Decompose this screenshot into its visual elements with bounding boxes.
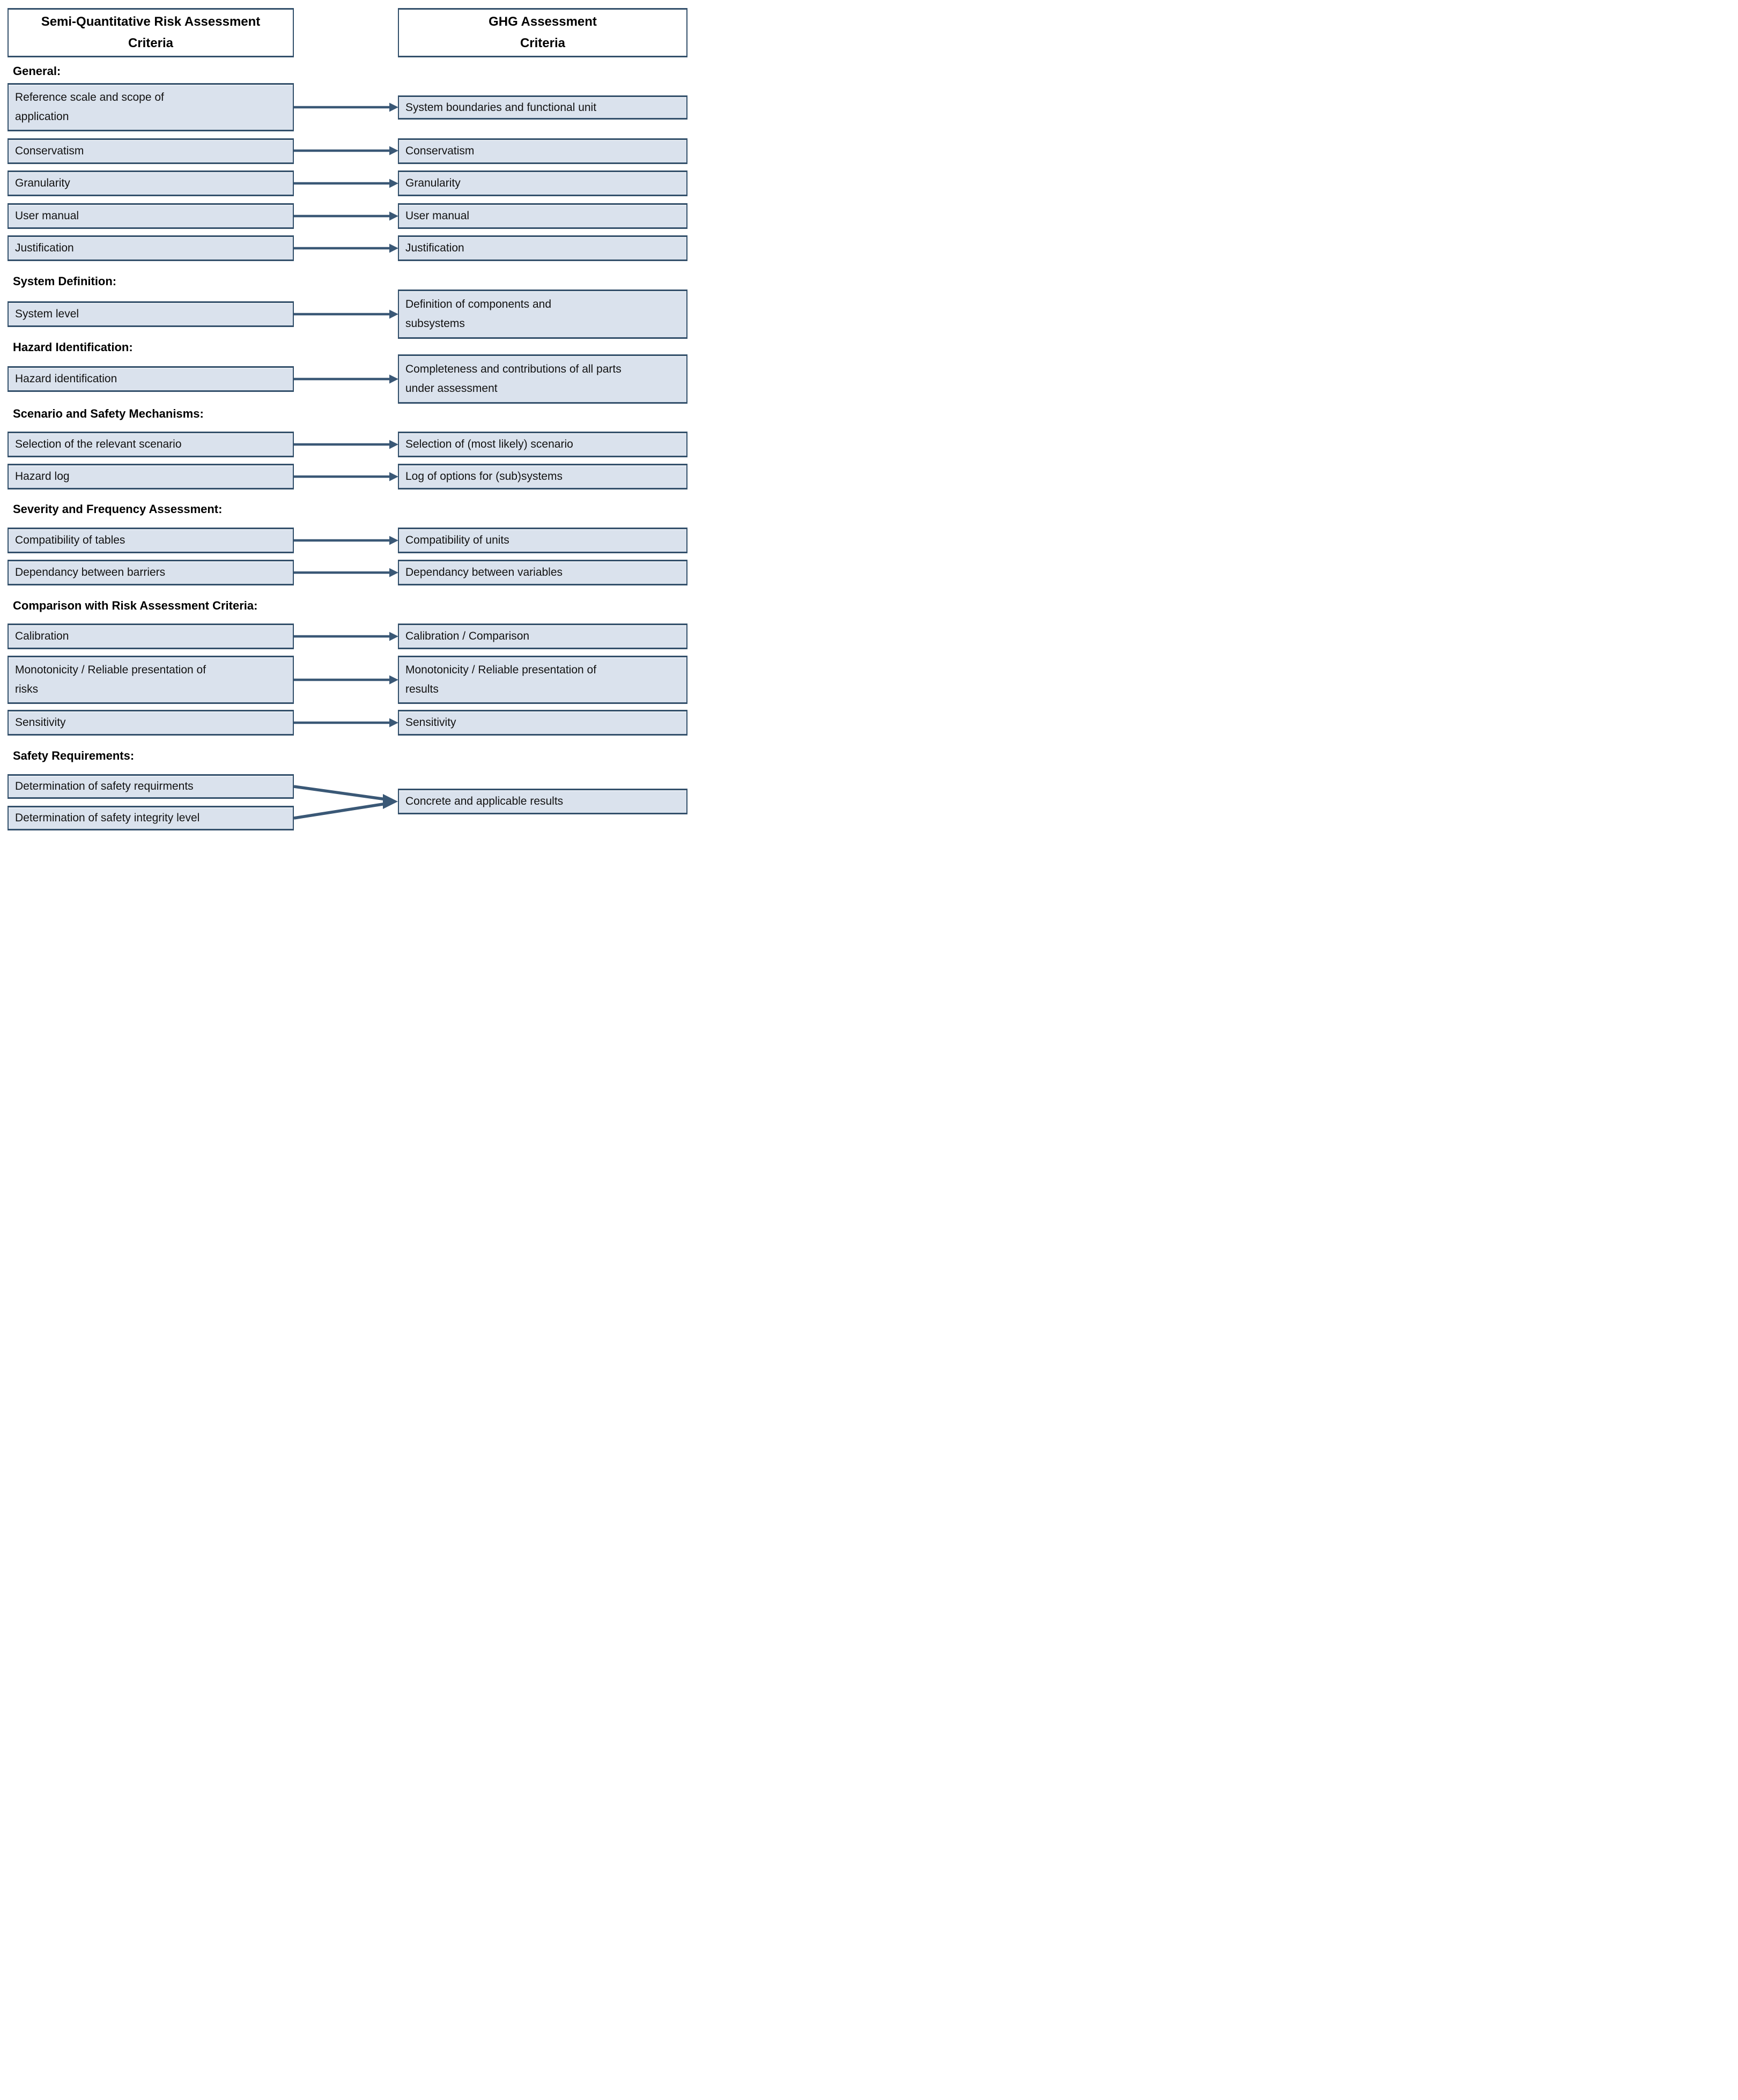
section-heading-hazard-identification: Hazard Identification: <box>13 340 133 354</box>
box-selection-most-likely-scenario: Selection of (most likely) scenario <box>398 432 687 457</box>
box-granularity-left: Granularity <box>8 170 294 196</box>
flow-arrow-merge-top <box>294 786 386 799</box>
box-user-manual-right: User manual <box>398 203 687 229</box>
box-conservatism-left: Conservatism <box>8 138 294 164</box>
box-determination-safety-integrity: Determination of safety integrity level <box>8 806 294 830</box>
box-user-manual-left: User manual <box>8 203 294 229</box>
box-selection-relevant-scenario: Selection of the relevant scenario <box>8 432 294 457</box>
box-calibration-comparison: Calibration / Comparison <box>398 624 687 649</box>
right-column-header <box>398 8 687 57</box>
box-sensitivity-left: Sensitivity <box>8 710 294 736</box>
flow-arrow-merge-bottom <box>294 804 386 818</box>
box-definition-components: Definition of components and subsystems <box>398 290 687 339</box>
box-determination-safety-requirments: Determination of safety requirments <box>8 774 294 799</box>
box-compatibility-units: Compatibility of units <box>398 528 687 553</box>
box-conservatism-right: Conservatism <box>398 138 687 164</box>
box-justification-right: Justification <box>398 235 687 261</box>
box-monotonicity-risks: Monotonicity / Reliable presentation of risks <box>8 656 294 704</box>
box-dependancy-barriers: Dependancy between barriers <box>8 560 294 585</box>
right-header-line1: GHG Assessment <box>489 14 597 29</box>
box-log-of-options: Log of options for (sub)systems <box>398 464 687 489</box>
left-column-header <box>8 8 294 57</box>
box-dependancy-variables: Dependancy between variables <box>398 560 687 585</box>
section-heading-scenario-safety: Scenario and Safety Mechanisms: <box>13 407 204 420</box>
section-heading-comparison: Comparison with Risk Assessment Criteria: <box>13 599 258 612</box>
left-header-line1: Semi-Quantitative Risk Assessment <box>41 14 261 29</box>
box-system-boundaries: System boundaries and functional unit <box>398 95 687 120</box>
section-heading-system-definition: System Definition: <box>13 274 117 288</box>
box-monotonicity-results: Monotonicity / Reliable presentation of results <box>398 656 687 704</box>
box-justification-left: Justification <box>8 235 294 261</box>
section-heading-safety-requirements: Safety Requirements: <box>13 749 135 762</box>
merge-arrowhead-icon <box>383 794 398 809</box>
box-hazard-log: Hazard log <box>8 464 294 489</box>
right-header-line2: Criteria <box>520 36 566 50</box>
box-system-level: System level <box>8 301 294 327</box>
box-reference-scale: Reference scale and scope of application <box>8 83 294 131</box>
box-sensitivity-right: Sensitivity <box>398 710 687 736</box>
box-granularity-right: Granularity <box>398 170 687 196</box>
box-concrete-applicable-results: Concrete and applicable results <box>398 789 687 814</box>
section-heading-general: General: <box>13 64 61 78</box>
box-compatibility-tables: Compatibility of tables <box>8 528 294 553</box>
diagram-canvas <box>0 0 695 840</box>
section-heading-severity-frequency: Severity and Frequency Assessment: <box>13 502 223 516</box>
left-header-line2: Criteria <box>128 36 174 50</box>
box-completeness: Completeness and contributions of all parts under assessment <box>398 354 687 404</box>
box-hazard-identification: Hazard identification <box>8 366 294 392</box>
box-calibration: Calibration <box>8 624 294 649</box>
